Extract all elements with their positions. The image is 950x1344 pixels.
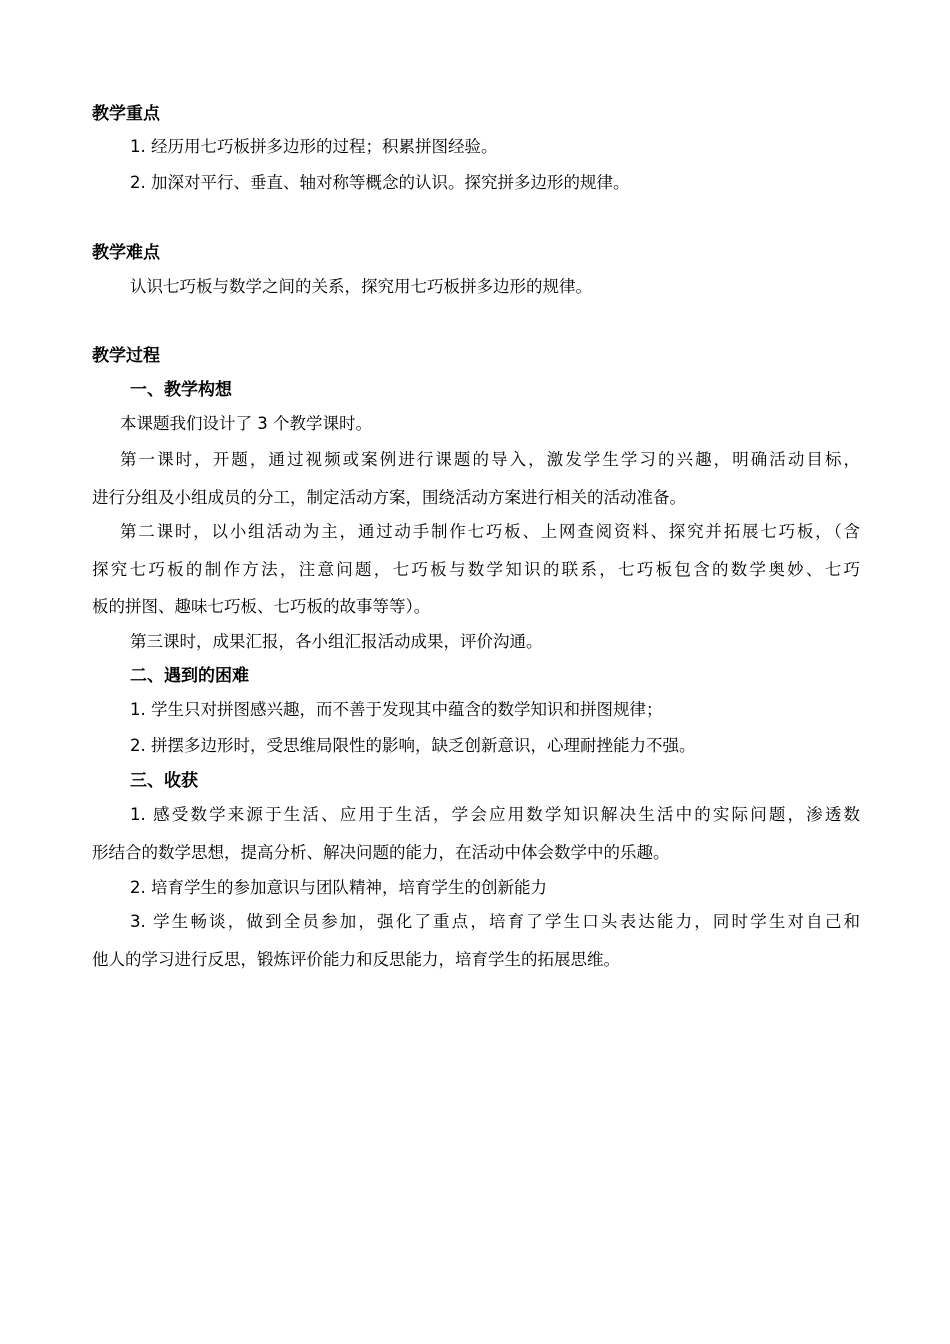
lesson1-line-2: 进行分组及小组成员的分工，制定活动方案，围绕活动方案进行相关的活动准备。 — [92, 488, 686, 507]
lesson2-line-2: 探究七巧板的制作方法，注意问题，七巧板与数学知识的联系，七巧板包含的数学奥妙、七巧 — [92, 560, 860, 579]
lesson2-line-3: 板的拼图、趣味七巧板、七巧板的故事等等）。 — [92, 597, 431, 616]
part3-title: 三、收获 — [130, 771, 198, 791]
part3-item-1-line-1: 1. 感受数学来源于生活、应用于生活，学会应用数学知识解决生活中的实际问题，渗透数 — [130, 805, 860, 824]
difficulties-heading: 教学难点 — [92, 243, 160, 263]
difficulties-text: 认识七巧板与数学之间的关系，探究用七巧板拼多边形的规律。 — [130, 277, 592, 296]
key-point-item-2: 2. 加深对平行、垂直、轴对称等概念的认识。探究拼多边形的规律。 — [130, 173, 630, 192]
part3-item-2: 2. 培育学生的参加意识与团队精神，培育学生的创新能力 — [130, 878, 547, 897]
part3-item-3-line-2: 他人的学习进行反思，锻炼评价能力和反思能力，培育学生的拓展思维。 — [92, 950, 620, 969]
process-heading: 教学过程 — [92, 346, 160, 366]
lesson3-text: 第三课时，成果汇报，各小组汇报活动成果，评价沟通。 — [130, 632, 543, 651]
key-points-heading: 教学重点 — [92, 104, 160, 124]
lesson1-line-1: 第一课时，开题，通过视频或案例进行课题的导入，激发学生学习的兴趣，明确活动目标， — [120, 450, 860, 469]
part1-title: 一、教学构想 — [130, 380, 232, 400]
lesson2-line-1: 第二课时，以小组活动为主，通过动手制作七巧板、上网查阅资料、探究并拓展七巧板，（含 — [120, 522, 860, 541]
part3-item-1-line-2: 形结合的数学思想，提高分析、解决问题的能力，在活动中体会数学中的乐趣。 — [92, 843, 670, 862]
part1-intro: 本课题我们设计了 3 个教学课时。 — [120, 414, 372, 433]
part2-title: 二、遇到的困难 — [130, 666, 249, 686]
part2-item-1: 1. 学生只对拼图感兴趣，而不善于发现其中蕴含的数学知识和拼图规律； — [130, 700, 663, 719]
key-point-item-1: 1. 经历用七巧板拼多边形的过程；积累拼图经验。 — [130, 137, 498, 156]
part3-item-3-line-1: 3. 学生畅谈，做到全员参加，强化了重点，培育了学生口头表达能力，同时学生对自己和 — [130, 912, 860, 931]
part2-item-2: 2. 拼摆多边形时，受思维局限性的影响，缺乏创新意识，心理耐挫能力不强。 — [130, 736, 696, 755]
